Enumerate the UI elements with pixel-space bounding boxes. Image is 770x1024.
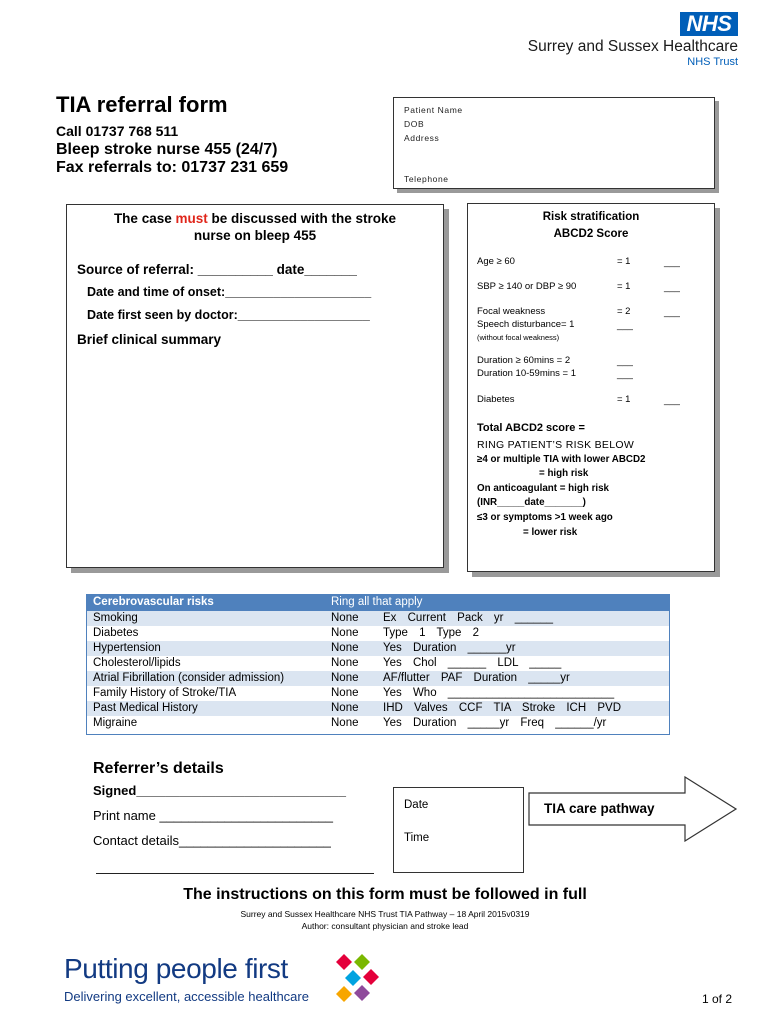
row-none[interactable]: None <box>331 642 359 654</box>
table-row[interactable] <box>87 656 669 671</box>
speech-blank[interactable]: ___ <box>617 320 633 331</box>
table-row[interactable] <box>87 641 669 656</box>
clinical-summary-label: Brief clinical summary <box>77 332 222 347</box>
diamond-logo-icon <box>330 952 384 1006</box>
footer-pathway-line: Surrey and Sussex Healthcare NHS Trust TIA Pathway – 18 April 2015v0319 <box>240 909 530 919</box>
lower-risk-line1: ≤3 or symptoms >1 week ago <box>477 511 613 523</box>
age-value: = 1 <box>617 256 631 267</box>
risk-stratification-box <box>467 203 715 572</box>
duration-long-blank[interactable]: ___ <box>617 356 633 367</box>
duration-long: Duration ≥ 60mins = 2 <box>477 355 571 366</box>
fax-line: Fax referrals to: 01737 231 659 <box>56 159 289 176</box>
row-none[interactable]: None <box>331 717 359 729</box>
row-none[interactable]: None <box>331 657 359 669</box>
speech-note: (without focal weakness) <box>477 333 560 342</box>
risk-title-line2: ABCD2 Score <box>553 228 629 240</box>
diabetes-criterion: Diabetes <box>477 394 515 405</box>
header-risks: Cerebrovascular risks <box>93 596 214 608</box>
table-row[interactable] <box>87 686 669 701</box>
row-label: Family History of Stroke/TIA <box>93 687 237 699</box>
high-risk-line2: = high risk <box>539 468 589 480</box>
heading-line2: nurse on bleep 455 <box>193 228 317 243</box>
date-time-box <box>393 787 524 873</box>
age-criterion: Age ≥ 60 <box>477 256 515 267</box>
patient-details-box <box>393 97 715 189</box>
focal-value: = 2 <box>617 306 631 317</box>
bleep-line: Bleep stroke nurse 455 (24/7) <box>56 141 278 158</box>
clinical-heading <box>67 210 443 244</box>
focal-blank[interactable]: ___ <box>664 307 680 318</box>
source-of-referral[interactable]: Source of referral: __________ date_______ <box>77 262 357 277</box>
row-label: Atrial Fibrillation (consider admission) <box>93 672 285 684</box>
clinical-details-box <box>66 204 444 568</box>
focal-criterion: Focal weakness <box>477 306 546 317</box>
row-label: Cholesterol/lipids <box>93 657 181 669</box>
duration-short: Duration 10-59mins = 1 <box>477 368 577 379</box>
row-options[interactable]: Yes Who __________________________ <box>383 687 615 699</box>
row-options[interactable]: Yes Duration ______yr <box>383 642 516 654</box>
table-row[interactable] <box>87 701 669 716</box>
page-number: 1 of 2 <box>702 992 733 1006</box>
contact-extra-line[interactable] <box>96 873 374 874</box>
nhs-logo: NHS <box>680 12 738 36</box>
slogan: Putting people first <box>64 953 288 984</box>
row-label: Hypertension <box>93 642 161 654</box>
risk-title-line1: Risk stratification <box>542 211 640 223</box>
diabetes-value: = 1 <box>617 394 631 405</box>
bp-criterion: SBP ≥ 140 or DBP ≥ 90 <box>477 281 577 292</box>
time-label[interactable]: Time <box>404 832 430 844</box>
table-row[interactable] <box>87 716 669 731</box>
age-blank[interactable]: ___ <box>664 257 680 268</box>
header-ring: Ring all that apply <box>331 596 423 608</box>
contact-details-field[interactable]: Contact details_____________________ <box>93 833 331 848</box>
row-options[interactable]: Type 1 Type 2 <box>383 627 480 639</box>
tia-care-pathway-label: TIA care pathway <box>544 801 655 816</box>
heading-post: be discussed with the stroke <box>207 211 397 226</box>
row-none[interactable]: None <box>331 612 359 624</box>
row-label: Past Medical History <box>93 702 198 714</box>
lower-risk-line2: = lower risk <box>523 526 578 538</box>
bp-blank[interactable]: ___ <box>664 282 680 293</box>
risk-guidance <box>477 438 646 540</box>
signed-field[interactable]: Signed_____________________________ <box>93 783 347 798</box>
row-none[interactable]: None <box>331 702 359 714</box>
row-options[interactable]: Yes Chol ______ LDL _____ <box>383 657 562 669</box>
high-risk-line1: ≥4 or multiple TIA with lower ABCD2 <box>477 453 646 465</box>
row-options[interactable]: Yes Duration _____yr Freq ______/yr <box>383 717 607 729</box>
table-row[interactable] <box>87 626 669 641</box>
speech-criterion: Speech disturbance= 1 <box>477 319 575 330</box>
inr-line[interactable]: (INR_____date_______) <box>477 497 586 509</box>
patient-name-label: Patient Name <box>404 105 463 115</box>
telephone-label: Telephone <box>404 174 449 184</box>
row-label: Migraine <box>93 717 138 729</box>
dob-label: DOB <box>404 119 425 129</box>
risk-title <box>468 209 714 243</box>
table-row[interactable] <box>87 671 669 686</box>
heading-must: must <box>175 211 208 226</box>
call-number: Call 01737 768 511 <box>56 123 179 139</box>
total-score: Total ABCD2 score = <box>477 422 585 434</box>
row-none[interactable]: None <box>331 687 359 699</box>
table-header <box>87 595 669 611</box>
row-label: Diabetes <box>93 627 139 639</box>
date-label[interactable]: Date <box>404 799 429 811</box>
row-none[interactable]: None <box>331 672 359 684</box>
bp-value: = 1 <box>617 281 631 292</box>
onset-date-field[interactable]: Date and time of onset:_____________________ <box>87 285 372 299</box>
row-options[interactable]: IHD Valves CCF TIA Stroke ICH PVD <box>383 702 622 714</box>
trust-sub: NHS Trust <box>687 56 738 68</box>
referrer-title: Referrer’s details <box>93 760 224 777</box>
table-row[interactable] <box>87 611 669 626</box>
slogan-subtitle: Delivering excellent, accessible healthcare <box>64 989 309 1004</box>
footer-author-line: Author: consultant physician and stroke lead <box>301 921 469 931</box>
row-label: Smoking <box>93 612 138 624</box>
heading-pre: The case <box>113 211 176 226</box>
diabetes-blank[interactable]: ___ <box>664 395 680 406</box>
anticoag-line: On anticoagulant = high risk <box>477 482 610 494</box>
row-options[interactable]: AF/flutter PAF Duration _____yr <box>383 672 570 684</box>
form-title: TIA referral form <box>56 92 228 117</box>
row-none[interactable]: None <box>331 627 359 639</box>
duration-short-blank[interactable]: ___ <box>617 369 633 380</box>
cerebrovascular-risk-table <box>86 594 670 735</box>
print-name-field[interactable]: Print name ________________________ <box>93 808 333 823</box>
ring-instruction: RING PATIENT’S RISK BELOW <box>477 439 635 451</box>
trust-name: Surrey and Sussex Healthcare <box>527 38 738 55</box>
instructions-banner: The instructions on this form must be followed in full <box>183 886 587 903</box>
tia-care-pathway-arrow[interactable] <box>528 776 738 842</box>
first-seen-date-field[interactable]: Date first seen by doctor:___________________ <box>87 308 370 322</box>
address-label: Address <box>404 133 440 143</box>
row-options[interactable]: Ex Current Pack yr ______ <box>383 612 554 624</box>
